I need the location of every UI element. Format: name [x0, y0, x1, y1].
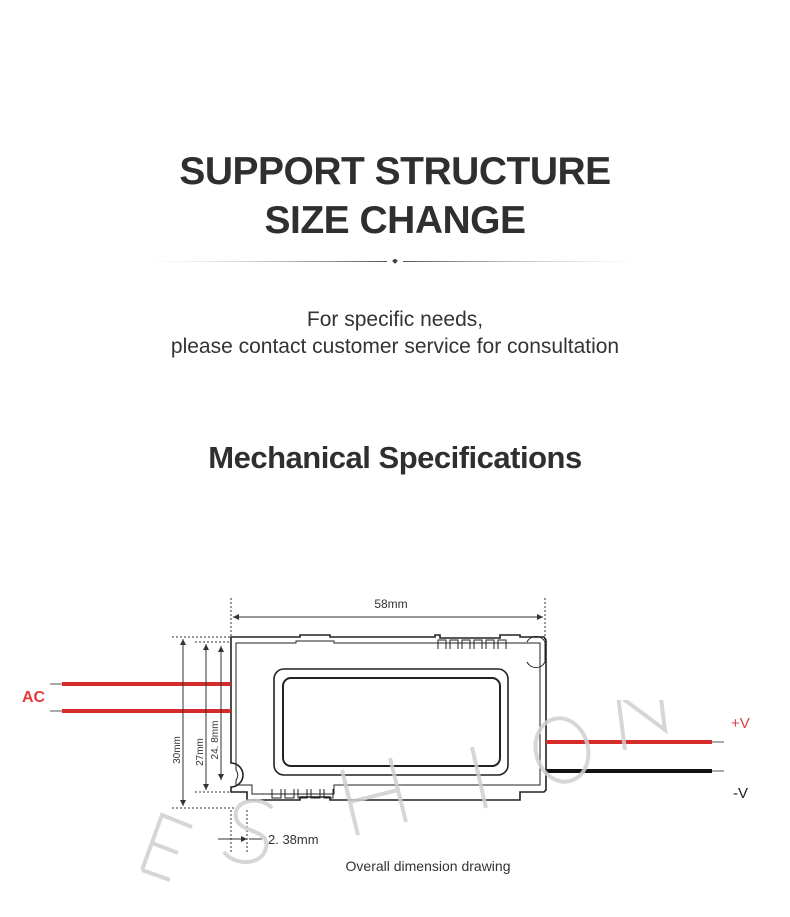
- subtitle-line-2: please contact customer service for consultation: [170, 335, 620, 358]
- height-248-label: 24. 8mm: [210, 720, 221, 760]
- output-wires: [546, 742, 724, 771]
- ac-label: AC: [22, 689, 46, 706]
- width-label: 58mm: [374, 597, 408, 611]
- height-30-label: 30mm: [172, 736, 183, 764]
- module-body: [231, 635, 546, 800]
- ac-input-wires: [50, 684, 231, 711]
- title-divider: [147, 259, 643, 264]
- drawing-caption: Overall dimension drawing: [345, 858, 511, 874]
- offset-label: 2. 38mm: [268, 832, 319, 847]
- page-title-line-2: SIZE CHANGE: [264, 199, 526, 242]
- offset-dimension: [218, 810, 262, 852]
- subtitle-line-1: For specific needs,: [306, 308, 484, 331]
- page-title-line-1: SUPPORT STRUCTURE: [179, 150, 611, 193]
- height-dimensions: [172, 637, 236, 808]
- section-title: Mechanical Specifications: [208, 440, 582, 475]
- positive-label: +V: [731, 715, 750, 732]
- dimension-drawing: [0, 580, 790, 900]
- negative-label: -V: [733, 785, 748, 802]
- height-27-label: 27mm: [195, 738, 206, 766]
